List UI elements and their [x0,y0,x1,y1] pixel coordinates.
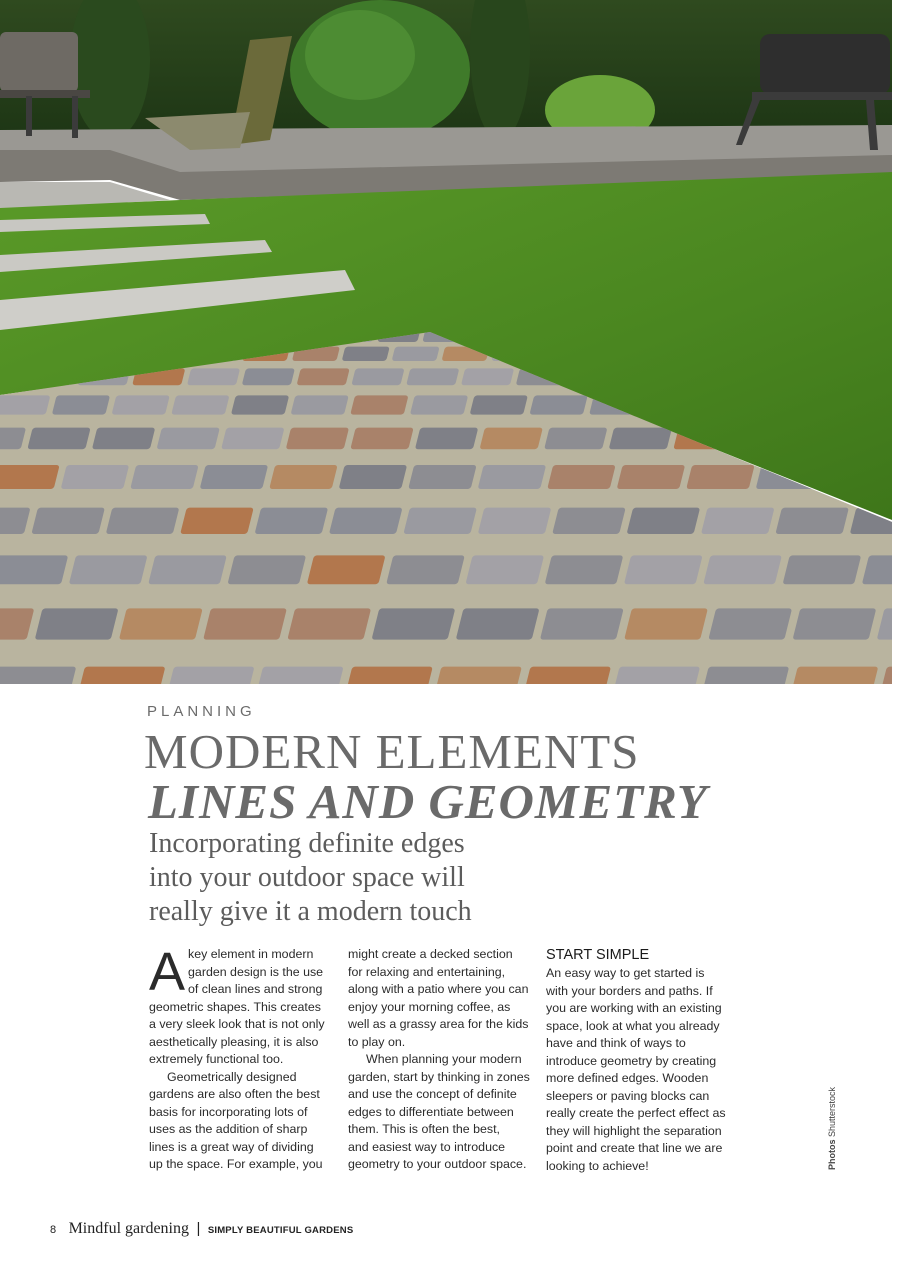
paving-sett [291,395,349,414]
paving-sett [297,368,350,385]
paving-sett [406,368,459,385]
paving-sett [69,555,148,584]
footer-separator: | [196,1220,201,1237]
paving-sett [242,368,295,385]
body-line: well as a grassy area for the kids [348,1017,529,1031]
body-line: point and create that line we are [546,1141,723,1155]
paving-sett [255,667,344,684]
paving-sett [231,395,289,414]
paving-sett [433,667,522,684]
paving-sett [386,555,465,584]
paving-sett [627,508,701,534]
paving-sett [92,428,155,450]
paving-sett [611,667,700,684]
paving-sett [106,508,180,534]
body-line: of clean lines and strong [188,982,323,996]
body-line: and easiest way to introduce [348,1139,506,1154]
paving-sett [478,465,546,489]
paving-sett [470,395,528,414]
paving-sett [793,608,877,639]
body-line: up the space. For example, you [149,1157,323,1171]
body-line: they will highlight the separation [546,1123,722,1138]
paving-sett [686,465,754,489]
paving-sett [350,395,408,414]
headline-line-2: LINES AND GEOMETRY [148,774,708,829]
page-number: 8 [50,1224,57,1236]
paving-sett [269,465,337,489]
photo-credit [827,1087,837,1170]
subheading: START SIMPLE [546,947,650,963]
body-line: might create a decked section [348,947,513,961]
body-line: garden design is the use [188,964,324,979]
paving-sett [701,508,775,534]
paving-sett [392,347,440,361]
paving-sett [187,368,240,385]
paving-sett [180,508,254,534]
paving-sett [703,555,782,584]
paving-sett [350,428,413,450]
body-line: looking to achieve! [546,1158,649,1173]
body-line: aesthetically pleasing, it is also [149,1034,319,1049]
body-column-1 [149,942,329,1174]
standfirst [149,827,529,929]
paving-sett [203,608,287,639]
body-line: geometry to your outdoor space. [348,1157,527,1171]
paving-sett [372,608,456,639]
body-line: more defined edges. Wooden [546,1071,709,1085]
body-line: Geometrically designed [167,1069,297,1084]
paving-sett [351,368,404,385]
paving-sett [35,608,119,639]
body-line: gardens are also often the best [149,1087,320,1101]
paving-sett [775,508,849,534]
body-line: geometric shapes. This creates [149,999,321,1014]
magazine-title: Mindful gardening [68,1220,189,1237]
paving-sett [119,608,203,639]
paving-sett [783,555,862,584]
paving-sett [465,555,544,584]
paving-sett [545,555,624,584]
section-name: SIMPLY BEAUTIFUL GARDENS [207,1225,354,1236]
paving-sett [708,608,792,639]
body-line: with your borders and paths. If [546,983,713,998]
body-line: When planning your modern [366,1052,522,1066]
paving-sett [410,395,468,414]
paving-sett [27,428,90,450]
body-line: An easy way to get started is [546,966,705,980]
body-line: and use the concept of definite [348,1087,517,1101]
paving-sett [408,465,476,489]
paving-sett [52,395,110,414]
paving-sett [789,667,878,684]
paving-sett [547,465,615,489]
standfirst-line: into your outdoor space will [149,862,465,893]
paving-sett [0,465,60,489]
paving-sett [480,428,543,450]
paving-sett [148,555,227,584]
headline-line-1: MODERN ELEMENTS [144,724,640,779]
paving-sett [329,508,403,534]
body-line: space, look at what you already [546,1018,720,1033]
paving-sett [0,555,68,584]
body-line: them. This is often the best, [348,1122,500,1136]
body-line: introduce geometry by creating [546,1053,717,1068]
paving-sett [624,555,703,584]
standfirst-line: Incorporating definite edges [149,828,465,859]
body-line: to play on. [348,1034,406,1049]
paving-sett [255,508,329,534]
paving-sett [461,368,514,385]
paving-sett [540,608,624,639]
paving-sett [700,667,789,684]
body-line: really create the perfect effect as [546,1106,726,1120]
paving-sett [227,555,306,584]
paving-sett [77,667,166,684]
body-line: key element in modern [188,947,314,961]
paving-sett [200,465,268,489]
paving-sett [339,465,407,489]
paving-sett [166,667,255,684]
paving-sett [171,395,229,414]
body-line: uses as the addition of sharp [149,1122,308,1136]
body-column-3 [546,946,726,1175]
section-kicker: PLANNING [147,703,256,720]
paving-sett [0,667,76,684]
paving-sett [344,667,433,684]
paving-sett [624,608,708,639]
paving-sett [157,428,220,450]
paving-sett [221,428,284,450]
paving-sett [31,508,105,534]
paving-sett [609,428,672,450]
paving-sett [415,428,478,450]
credit-source: Shutterstock [827,1086,837,1137]
body-line: extremely functional too. [149,1052,284,1066]
paving-sett [61,465,129,489]
body-line: edges to differentiate between [348,1104,514,1119]
standfirst-line: really give it a modern touch [149,896,472,927]
drop-cap: A [149,942,186,1002]
paving-sett [478,508,552,534]
credit-label: Photos [827,1139,837,1170]
paving-sett [522,667,611,684]
paving-sett [130,465,198,489]
body-line: sleepers or paving blocks can [546,1088,710,1103]
body-line: along with a patio where you can [348,982,529,996]
body-line: basis for incorporating lots of [149,1104,308,1119]
paving-sett [552,508,626,534]
body-line: you are working with an existing [546,1001,722,1015]
body-line: for relaxing and entertaining, [348,964,506,979]
body-line: enjoy your morning coffee, as [348,999,511,1014]
paving-sett [544,428,607,450]
body-line: lines is a great way of dividing [149,1139,314,1154]
body-line: have and think of ways to [546,1036,686,1050]
page-footer [50,1220,353,1238]
paving-sett [0,395,50,414]
paving-sett [286,428,349,450]
body-line: a very sleek look that is not only [149,1017,325,1031]
body-column-2 [348,946,528,1174]
paving-sett [617,465,685,489]
paving-sett [112,395,170,414]
paving-sett [529,395,587,414]
paving-sett [342,347,390,361]
body-line: garden, start by thinking in zones [348,1069,530,1084]
paving-sett [456,608,540,639]
paving-sett [307,555,386,584]
paving-sett [287,608,371,639]
paving-sett [403,508,477,534]
